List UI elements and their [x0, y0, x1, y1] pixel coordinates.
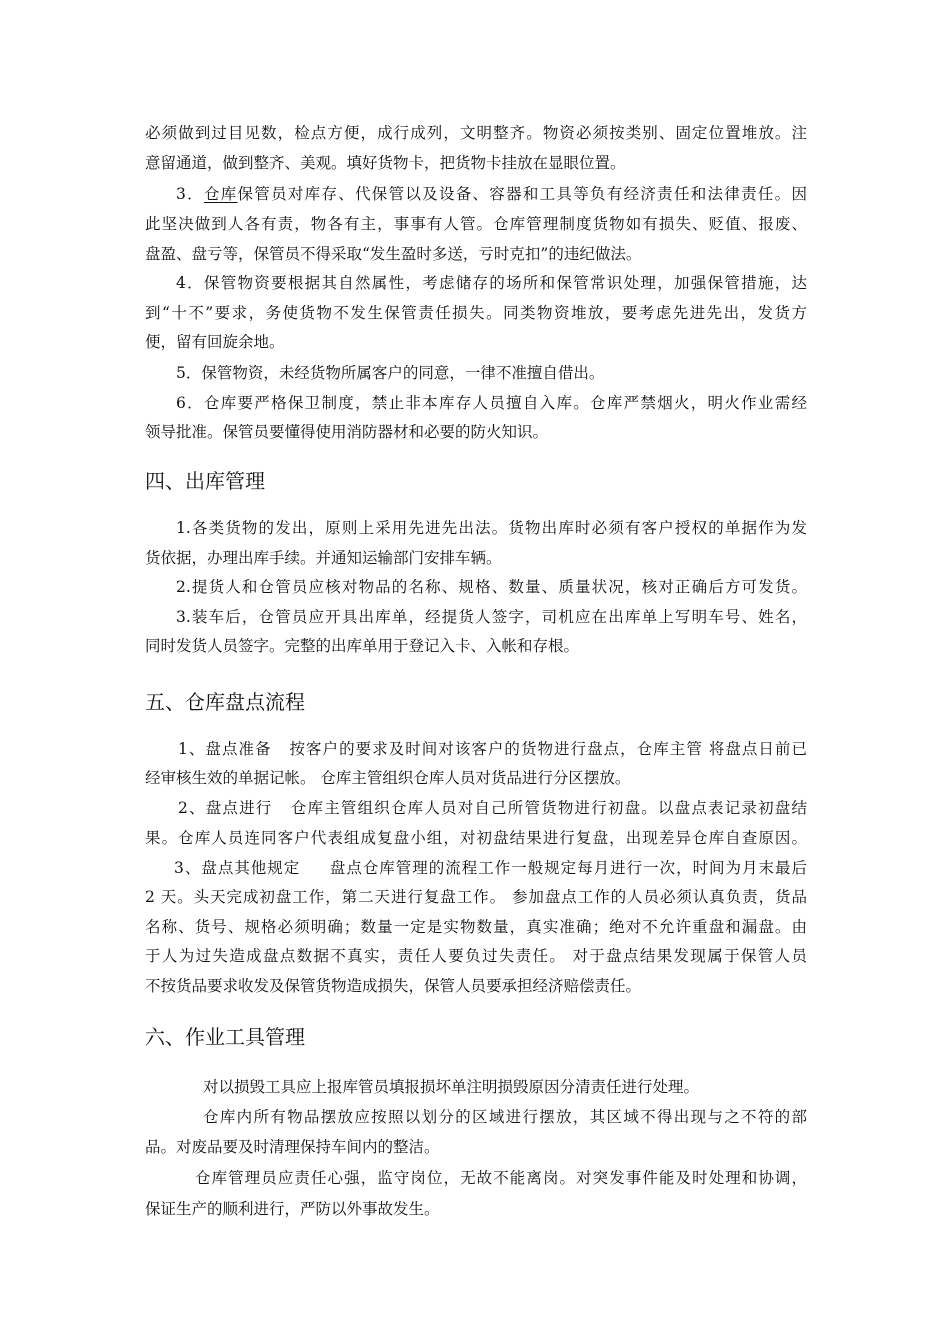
paragraph-line: 货依据，办理出库手续。并通知运输部门安排车辆。 — [145, 549, 502, 567]
paragraph-line: 必须做到过目见数，检点方便，成行成列，文明整齐。物资必须按类别、固定位置堆放。注 — [145, 124, 807, 142]
paragraph-line: 意留通道，做到整齐、美观。填好货物卡，把货物卡挂放在显眼位置。 — [145, 154, 626, 172]
paragraph-line — [176, 184, 807, 204]
paragraph-line: 保证生产的顺利进行，严防以外事故发生。 — [145, 1200, 440, 1218]
section-heading: 六、作业工具管理 — [145, 1025, 305, 1049]
paragraph-line: 对以损毁工具应上报库管员填报损坏单注明损毁原因分清责任进行处理。 — [203, 1078, 700, 1096]
paragraph-line: 5．保管物资，未经货物所属客户的同意，一律不准擅自借出。 — [176, 364, 605, 382]
section-heading: 五、仓库盘点流程 — [145, 690, 305, 714]
item-number: 3． — [176, 185, 204, 203]
paragraph-line: 不按货品要求收发及保管货物造成损失，保管人员要承担经济赔偿责任。 — [145, 977, 642, 995]
paragraph-line: 便，留有回旋余地。 — [145, 333, 285, 351]
paragraph-line: 3、盘点其他规定 盘点仓库管理的流程工作一般规定每月进行一次，时间为月末最后 — [174, 859, 807, 877]
section-heading: 四、出库管理 — [145, 469, 265, 493]
paragraph-line: 此坚决做到人各有责，物各有主，事事有人管。仓库管理制度货物如有损失、贬值、报废、 — [145, 215, 807, 233]
paragraph-line: 2.提货人和仓管员应核对物品的名称、规格、数量、质量状况，核对正确后方可发货。 — [176, 578, 807, 596]
paragraph-line: 品。对废品要及时清理保持车间内的整洁。 — [145, 1138, 440, 1156]
paragraph-line: 仓库内所有物品摆放应按照以划分的区域进行摆放，其区域不得出现与之不符的部 — [203, 1108, 807, 1126]
paragraph-line: 1.各类货物的发出，原则上采用先进先出法。货物出库时必须有客户授权的单据作为发 — [176, 519, 807, 537]
paragraph-line: 2 天。头天完成初盘工作，第二天进行复盘工作。 参加盘点工作的人员必须认真负责，货品 — [145, 888, 807, 906]
paragraph-text: 保管员对库存、代保管以及设备、容器和工具等负有经济责任和法律责任。因 — [237, 185, 807, 203]
paragraph-line: 果。仓库人员连同客户代表组成复盘小组，对初盘结果进行复盘，出现差异仓库自查原因。 — [145, 829, 807, 847]
paragraph-line: 经审核生效的单据记帐。 仓库主管组织仓库人员对货品进行分区摆放。 — [145, 769, 631, 787]
paragraph-line: 2、盘点进行 仓库主管组织仓库人员对自己所管货物进行初盘。以盘点表记录初盘结 — [178, 799, 807, 817]
paragraph-line: 盘盈、盘亏等，保管员不得采取“发生盈时多送，亏时克扣”的违纪做法。 — [145, 245, 642, 263]
paragraph-line: 6．仓库要严格保卫制度，禁止非本库存人员擅自入库。仓库严禁烟火，明火作业需经 — [176, 394, 807, 412]
paragraph-line: 4．保管物资要根据其自然属性，考虑储存的场所和保管常识处理，加强保管措施，达 — [176, 274, 807, 292]
paragraph-line: 同时发货人员签字。完整的出库单用于登记入卡、入帐和存根。 — [145, 637, 580, 655]
paragraph-line: 到“十不”要求，务使货物不发生保管责任损失。同类物资堆放，要考虑先进先出，发货方 — [145, 304, 807, 322]
paragraph-line: 名称、货号、规格必须明确；数量一定是实物数量，真实准确；绝对不允许重盘和漏盘。由 — [145, 918, 807, 936]
warehouse-link[interactable]: 仓库 — [203, 185, 238, 203]
paragraph-line: 1、盘点准备 按客户的要求及时间对该客户的货物进行盘点，仓库主管 将盘点日前已 — [178, 740, 807, 758]
paragraph-line: 仓库管理员应责任心强，监守岗位，无故不能离岗。对突发事件能及时处理和协调， — [195, 1169, 807, 1187]
paragraph-line: 领导批准。保管员要懂得使用消防器材和必要的防火知识。 — [145, 423, 549, 441]
paragraph-line: 3.装车后，仓管员应开具出库单，经提货人签字，司机应在出库单上写明车号、姓名， — [176, 608, 807, 626]
paragraph-line: 于人为过失造成盘点数据不真实，责任人要负过失责任。 对于盘点结果发现属于保管人员 — [145, 947, 807, 965]
